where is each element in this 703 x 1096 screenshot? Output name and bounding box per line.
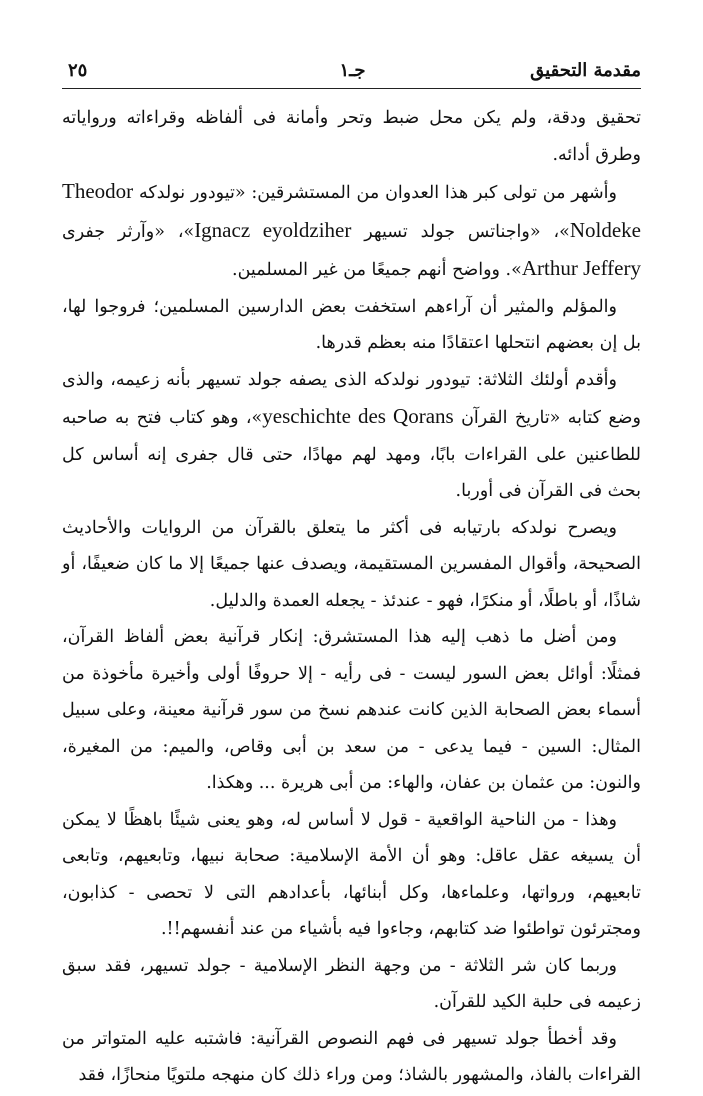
paragraph: ويصرح نولدكه بارتيابه فى أكثر ما يتعلق بالقرآن من الروايات والأحاديث الصحيحة، وأقوال المفسرين المستقيمة، ويصدف عنها جميعًا إلا ما كان ضعيفًا، أو شاذًا، أو باطلًا، أو منكرًا، فهو - عندئذ - يجعله العمدة والدليل. [62,517,641,611]
paragraph [62,173,641,289]
latin-title: yeschichte des Qorans [262,404,454,428]
paragraph: وربما كان شر الثلاثة - من وجهة النظر الإسلامية - جولد تسيهر، فقد سبق زعيمه فى حلبة الكيد للقرآن. [62,955,641,1012]
latin-name: Theodor Noldeke [62,179,641,242]
text-run: ». وواضح أنهم جميعًا من غير المسلمين. [232,260,522,280]
text-run: وأشهر من تولى كبر هذا العدوان من المستشرقين: «تيودور نولدكه [133,183,617,203]
text-run: وأقدم أولئك الثلاثة: تيودور نولدكه الذى يصفه جولد تسيهر بأنه زعيمه، والذى وضع كتابه «تاريخ القرآن [62,369,641,428]
paragraph: والمؤلم والمثير أن آراءهم استخفت بعض الدارسين المسلمين؛ فروجوا لها، بل إن بعضهم انتحلها اعتقادًا منه بعظم قدرها. [62,296,641,353]
latin-name: Arthur Jeffery [521,256,641,280]
part-number: جـ١ [339,60,366,81]
running-title: مقدمة التحقيق [530,60,641,81]
paragraph: وقد أخطأ جولد تسيهر فى فهم النصوص القرآنية: فاشتبه عليه المتواتر من القراءات بالفاذ، والمشهور بالشاذ؛ ومن وراء ذلك كان منهجه ملتويًا منحازًا، فقد [62,1028,641,1085]
paragraph: تحقيق ودقة، ولم يكن محل ضبط وتحر وأمانة فى ألفاظه وقراءاته ورواياته وطرق أدائه. [62,108,641,165]
latin-name: Ignacz eyoldziher [194,217,352,242]
text-run: »، «وآرثر جفرى [62,221,195,242]
main-text [62,100,641,1094]
page-number: ٢٥ [68,60,88,81]
header-rule [62,88,641,89]
paragraph: وهذا - من الناحية الواقعية - قول لا أساس له، وهو يعنى شيئًا باهظًا لا يمكن أن يسيغه عقل عاقل: وهو أن الأمة الإسلامية: صحابة نبيها، وتابعيهم، وتابعى تابعيهم، ورواتها، وعلماءها، وكل أبنائها، بأعدادهم التى لا تحصى - كذابون، ومجترئون تواطئوا ضد كتابهم، وجاءوا فيه بأشياء من عند أنفسهم!!. [62,809,641,939]
text-run: »، «واجناتس جولد تسيهر [351,221,570,242]
paragraph [62,362,641,510]
paragraph: ومن أضل ما ذهب إليه هذا المستشرق: إنكار قرآنية بعض ألفاظ القرآن، فمثلًا: أوائل بعض السور ليست - فى رأيه - إلا حروفًا أولى وأخيرة مأخوذة من أسماء بعض الصحابة الذين كانت عندهم نسخ من سور قرآنية معينة، وعلى سبيل المثال: السين - فيما يدعى - من سعد بن أبى وقاص، والميم: من المغيرة، والنون: من عثمان بن عفان، والهاء: من أبى هريرة ... وهكذا. [62,627,641,793]
text-run: »، وهو كتاب فتح به صاحبه للطاعنين على القراءات بابًا، ومهد لهم مهادًا، حتى قال جفرى إنه أساس كل بحث فى القرآن فى أوربا. [62,408,641,501]
page-header [64,56,641,86]
